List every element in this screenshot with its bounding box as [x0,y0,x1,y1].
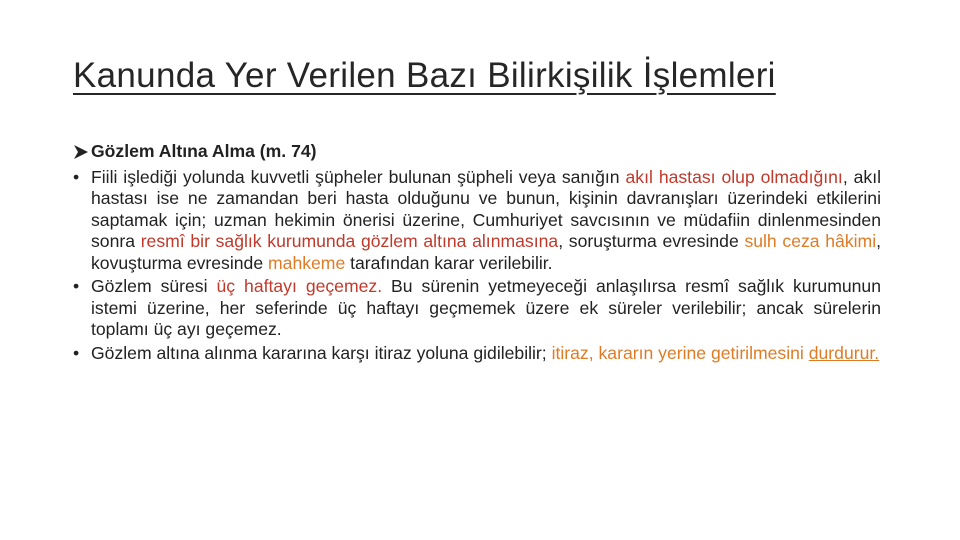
bullet-dot: • [73,342,80,363]
bullet-text: , soruşturma evresinde [558,231,745,251]
bullet-dot: • [73,276,80,296]
section-heading [73,141,881,163]
slide-title [73,52,873,100]
highlight-text: sulh ceza hâkimi [744,231,877,251]
bullet-text: Bu sürenin yetmeyeceği anlaşılırsa resmî sağlık kurumunun istemi üzerine, her seferinde üç haftayı geçmemek üzere ek süreler verilebilir; ancak sürelerin toplamı üç ayı geçemez. [91,276,881,339]
list-item [73,343,881,365]
highlight-text: akıl hastası olup olmadığını [625,166,843,187]
bullet-text: Fiili işlediği yolunda kuvvetli şüpheler bulunan şüpheli veya sanığın [91,166,626,187]
bullet-text: , akıl hastası ise ne zamandan beri hasta olduğunu ve bunun, kişinin davranışları üzerindeki etkilerini saptamak için; uzman hekimin önerisi üzerine, Cumhuriyet savcısının ve müdafiin dinlenmesinden sonra [91,166,882,251]
list-item [73,276,881,341]
list-item [73,167,881,275]
section-heading-text: Gözlem Altına Alma (m. 74) [91,141,317,161]
bullet-text: tarafından karar verilebilir. [345,252,553,273]
highlight-underlined-text: durdurur. [808,342,880,363]
slide-title-text: Kanunda Yer Verilen Bazı Bilirkişilik İşlemleri [73,56,776,95]
bullet-list [73,167,881,365]
highlight-text: itiraz, kararın yerine getirilmesini [551,342,809,363]
arrow-bullet-icon [73,144,89,160]
highlight-text: üç haftayı geçemez. [216,276,383,296]
bullet-text: Gözlem süresi [91,276,217,296]
bullet-dot: • [73,166,80,187]
slide-content [73,141,881,366]
highlight-text: resmî bir sağlık kurumunda gözlem altına alınmasına [140,231,559,251]
bullet-text: , kovuşturma evresinde [91,231,881,273]
highlight-text: mahkeme [268,252,346,273]
bullet-text: Gözlem altına alınma kararına karşı itiraz yoluna gidilebilir; [91,342,552,363]
